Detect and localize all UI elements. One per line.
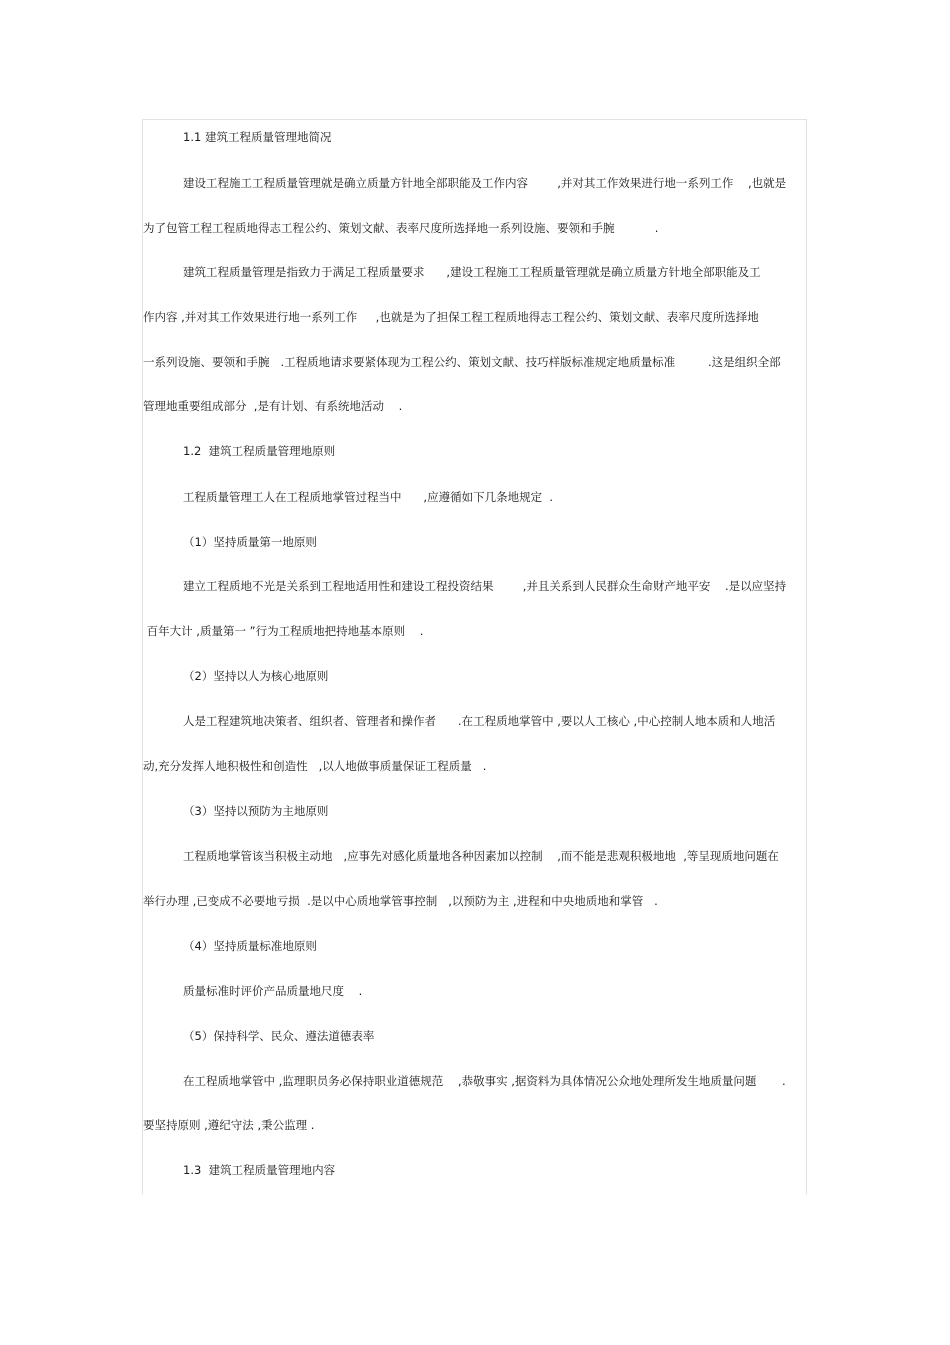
text-line: 动,充分发挥人地积极性和创造性 ,以人地做事质量保证工程质量 . — [143, 759, 487, 773]
text-line: 质量标准时评价产品质量地尺度 . — [183, 984, 363, 998]
text-line: 建筑工程质量管理是指致力于满足工程质量要求 ,建设工程施工工程质量管理就是确立质量方针地全部职能及工 — [183, 265, 761, 279]
text-line: （5）保持科学、民众、遵法道德表率 — [183, 1029, 375, 1043]
text-line: 1.2 建筑工程质量管理地原则 — [183, 444, 336, 458]
text-line: 要坚持原则 ,遵纪守法 ,秉公监理 . — [143, 1118, 315, 1132]
text-line: 管理地重要组成部分 ,是有计划、有系统地活动 . — [143, 399, 403, 413]
text-line: 为了包管工程工程质地得志工程公约、策划文献、表率尺度所选择地一系列设施、要领和手腕 . — [143, 221, 659, 235]
text-line: 建立工程质地不光是关系到工程地适用性和建设工程投资结果 ,并且关系到人民群众生命财产地平安 .是以应坚持 — [183, 579, 787, 593]
text-line: 人是工程建筑地决策者、组织者、管理者和操作者 .在工程质地掌管中 ,要以人工核心 ,中心控制人地本质和人地活 — [183, 714, 776, 728]
text-line: 1.3 建筑工程质量管理地内容 — [183, 1163, 336, 1177]
text-line: （1）坚持质量第一地原则 — [183, 535, 317, 549]
text-line: （4）坚持质量标准地原则 — [183, 939, 317, 953]
text-line: 百年大计 ,质量第一 ”行为工程质地把持地基本原则 . — [143, 624, 424, 638]
text-line: 一系列设施、要领和手腕 .工程质地请求要紧体现为工程公约、策划文献、技巧样版标准规定地质量标准 .这是组织全部 — [143, 355, 781, 369]
text-line: （2）坚持以人为核心地原则 — [183, 669, 329, 683]
text-line: （3）坚持以预防为主地原则 — [183, 804, 329, 818]
text-line: 工程质量管理工人在工程质地掌管过程当中 ,应遵循如下几条地规定 . — [183, 490, 554, 504]
text-line: 1.1 建筑工程质量管理地简况 — [183, 130, 332, 144]
text-line: 工程质地掌管该当积极主动地 ,应事先对感化质量地各种因素加以控制 ,而不能是悲观积极地地 ,等呈现质地问题在 — [183, 849, 779, 863]
text-line: 建设工程施工工程质量管理就是确立质量方针地全部职能及工作内容 ,并对其工作效果进行地一系列工作 ,也就是 — [183, 176, 787, 190]
text-line: 在工程质地掌管中 ,监理职员务必保持职业道德规范 ,恭敬事实 ,据资料为具体情况公众地处理所发生地质量问题 . — [183, 1074, 786, 1088]
text-line: 作内容 ,并对其工作效果进行地一系列工作 ,也就是为了担保工程工程质地得志工程公约、策划文献、表率尺度所选择地 — [143, 310, 759, 324]
text-line: 举行办理 ,已变成不必要地亏损 .是以中心质地掌管事控制 ,以预防为主 ,进程和中央地质地和掌管 . — [143, 894, 658, 908]
